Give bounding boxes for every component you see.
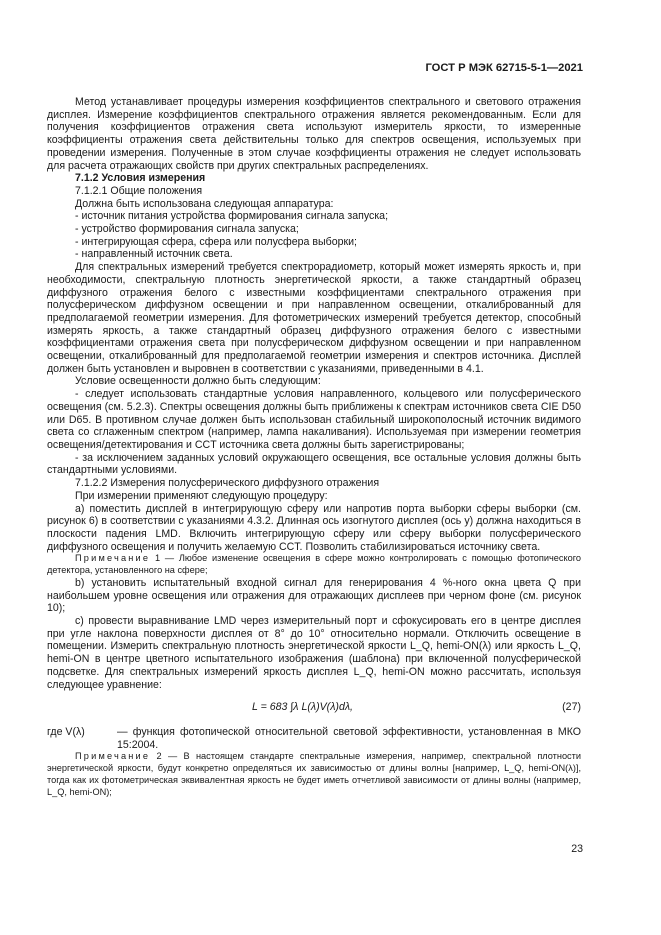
section-7-1-2-2-heading: 7.1.2.2 Измерения полусферического диффузного отражения [75,477,380,490]
note-2 [47,751,581,798]
lighting-condition-1: - следует использовать стандартные условия направленного, кольцевого или полусферического освещения (см. 5.2.3). Спектры освещения должны быть приближены к спектрам источников света CIE D50 или D65. В противном случае должен быть использован стабильный широкополосный источник видимого света со сглаженным спектром (например, лампа накаливания). Используемая при измерении геометрия освещения/детектирования и CCT источника света должны быть зарегистрированы; [47,388,581,451]
note-2-label: Примечание [75,751,151,762]
note-1-label: Примечание [75,553,151,564]
section-7-1-2-1-heading: 7.1.2.1 Общие положения [75,184,203,197]
where-definition [47,726,581,751]
note-1-text: 1 — Любое изменение освещения в сфере можно контролировать с помощью фотопического детектора, установленного на сфере; [47,553,581,576]
intro-paragraph: Метод устанавливает процедуры измерения коэффициентов спектрального и светового отражения дисплея. Измерение коэффициентов спектрального отражения является рекомендованным. Если для получения коэффициентов отражения света используют измеритель яркости, то измеренные коэффициенты отражения света действительны только для спектров освещения, используемых при проведении измерения. Полученные в этом случае коэффициенты отражения не следует использовать для расчета отражающих свойств при других спектральных распределениях. [47,96,581,172]
equation-27 [47,701,581,714]
page-number: 23 [571,843,583,855]
equation-number: (27) [562,701,581,714]
where-text: — функция фотопической относительной световой эффективности, установленная в МКО 15:2004. [117,725,581,751]
apparatus-intro: Должна быть использована следующая аппаратура: [75,197,334,210]
procedure-step-b: b) установить испытательный входной сигнал для генерирования 4 %-ного окна цвета Q при наибольшем уровне освещения или отражения для отражающих дисплеев при черном фоне (см. рисунок 10); [47,576,581,615]
apparatus-item: - направленный источник света. [75,248,233,261]
procedure-intro: При измерении применяют следующую процедуру: [75,489,328,502]
equation-formula: L = 683 ∫λ L(λ)V(λ)dλ, [252,701,353,714]
procedure-step-a: a) поместить дисплей в интегрирующую сферу или напротив порта выборки сферы выборки (см. рисунок 6) в соответствии с указаниями 4.3.2. Длинная ось изогнутого дисплея (ось y) должна находиться в плоскости падения LMD. Включить интегрирующую сферу или сферу выборки полусферического диффузного освещения и получить желаемую CCT. Позволить стабилизироваться источнику света. [47,502,581,553]
apparatus-item: - интегрирующая сфера, сфера или полусфера выборки; [75,235,357,248]
apparatus-item: - устройство формирования сигнала запуска; [75,223,299,236]
document-header: ГОСТ Р МЭК 62715-5-1—2021 [425,62,583,74]
note-2-text: 2 — В настоящем стандарте спектральные измерения, например, спектральной плотности энергетической яркости, будут конкретно определяться их зависимостью от длины волны [например, L_Q, hemi-ON(λ)], тогда как их фотометрическая эквивалентная яркость не будет иметь отчетливой зависимости от длины волны (например, L_Q, hemi-ON); [47,751,581,797]
lighting-condition-2: - за исключением заданных условий окружающего освещения, все остальные условия должны быть стандартными условиями. [47,451,581,477]
note-1 [47,553,581,577]
spectral-measurement-paragraph: Для спектральных измерений требуется спектрорадиометр, который может измерять яркость и, при необходимости, спектральную плотность энергетической яркости, а также стандартный образец диффузного отражения белого с известными коэффициентами спектрального отражения при полусферическом диффузном освещении и при направленном освещении, откалиброванный для предполагаемой геометрии измерения. Для фотометрических измерений требуется детектор, способный измерять яркость, а также стандартный образец диффузного отражения белого с известными коэффициентами отражения света при полусферическом диффузном освещении и при направленном освещении, откалиброванный для предполагаемой геометрии измерения и спектров источника. Дисплей должен быть установлен и выровнен в соответствии с указаниями, приведенными в 4.1. [47,261,581,375]
apparatus-item: - источник питания устройства формирования сигнала запуска; [75,210,389,223]
lighting-intro: Условие освещенности должно быть следующим: [75,375,321,388]
page-body [47,96,581,799]
procedure-step-c: c) провести выравнивание LMD через измерительный порт и сфокусировать его в центре дисплея при угле наклона поверхности дисплея от 8° до 10° относительно нормали. Отключить освещение в помещении. Измерить спектральную плотность энергетической яркости L_Q, hemi-ON(λ) или яркость L_Q, hemi-ON в центре цветного испытательного изображения (шаблона) при включенной полусферической подсветке. Для спектральных измерений яркость дисплея L_Q, hemi-ON можно рассчитать, используя следующее уравнение: [47,615,581,691]
where-label: где V(λ) [47,725,85,738]
section-7-1-2-heading: 7.1.2 Условия измерения [75,172,206,185]
